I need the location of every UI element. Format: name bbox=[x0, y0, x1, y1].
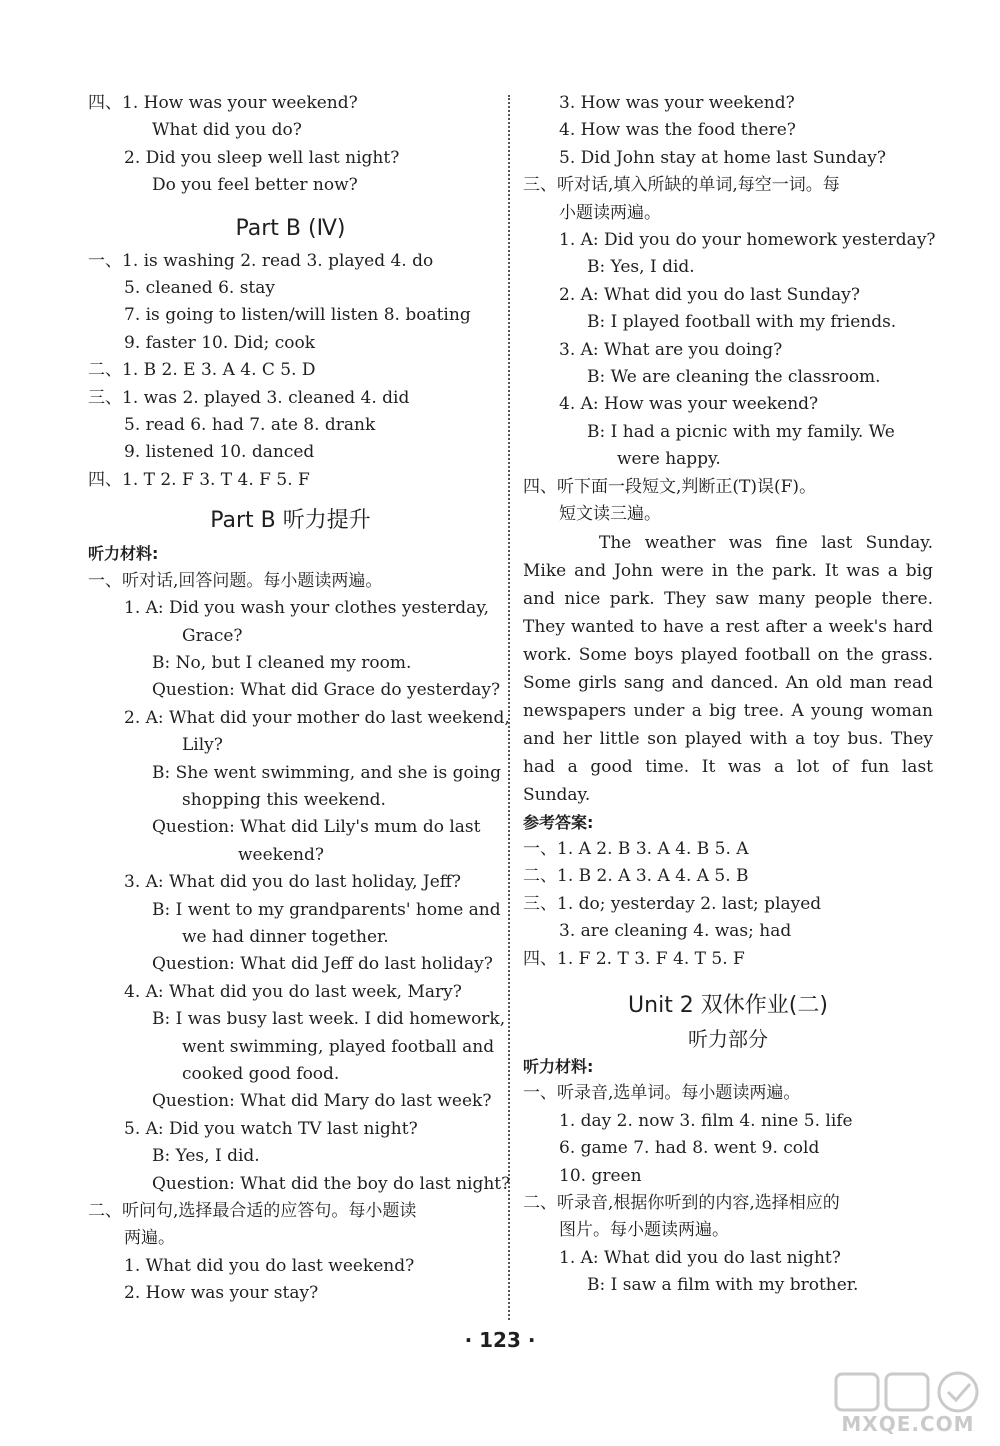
answer-line: 一、1. A 2. B 3. A 4. B 5. A bbox=[523, 838, 749, 859]
instruction: 三、听对话,填入所缺的单词,每空一词。每 bbox=[523, 175, 840, 196]
instruction: 一、听对话,回答问题。每小题读两遍。 bbox=[88, 570, 383, 591]
dialogue-line: 1. A: What did you do last night? bbox=[559, 1247, 841, 1268]
partb4-heading: Part B (Ⅳ) bbox=[235, 215, 346, 241]
dialogue-line: B: I went to my grandparents' home and bbox=[152, 899, 501, 920]
dialogue-line: B: Yes, I did. bbox=[587, 257, 695, 278]
dialogue-line: B: She went swimming, and she is going bbox=[152, 762, 501, 783]
s4-line: 四、1. How was your weekend? bbox=[88, 93, 358, 113]
instruction: 二、听录音,根据你听到的内容,选择相应的 bbox=[523, 1192, 840, 1213]
answer-line: 四、1. F 2. T 3. F 4. T 5. F bbox=[523, 948, 745, 969]
answer-line: 三、1. was 2. played 3. cleaned 4. did bbox=[88, 387, 410, 408]
answer-line: 三、1. do; yesterday 2. last; played bbox=[523, 893, 822, 914]
listening-heading: Part B 听力提升 bbox=[210, 508, 371, 534]
answer-line: 1. day 2. now 3. film 4. nine 5. life bbox=[559, 1110, 853, 1131]
dialogue-line: 4. A: What did you do last week, Mary? bbox=[124, 981, 462, 1002]
dialogue-line: were happy. bbox=[617, 449, 721, 470]
watermark-emblem-icon bbox=[828, 1368, 988, 1414]
answer-line: 7. is going to listen/will listen 8. boating bbox=[124, 305, 471, 326]
answer-line: 6. game 7. had 8. went 9. cold bbox=[559, 1138, 820, 1159]
left-column bbox=[88, 90, 511, 1308]
question-line: Question: What did Mary do last week? bbox=[152, 1091, 492, 1112]
instruction: 小题读两遍。 bbox=[559, 202, 661, 223]
question-line: 3. How was your weekend? bbox=[559, 93, 795, 113]
dialogue-line: B: I saw a film with my brother. bbox=[587, 1275, 859, 1296]
instruction: 二、听问句,选择最合适的应答句。每小题读 bbox=[88, 1201, 417, 1222]
question-line: 5. Did John stay at home last Sunday? bbox=[559, 147, 886, 168]
watermark-logo bbox=[828, 1368, 988, 1438]
answer-line: 10. green bbox=[559, 1165, 642, 1186]
dialogue-line: we had dinner together. bbox=[182, 926, 389, 947]
answer-line: 5. read 6. had 7. ate 8. drank bbox=[124, 415, 376, 436]
material-label: 听力材料: bbox=[88, 544, 159, 564]
s4-line: 2. Did you sleep well last night? bbox=[124, 147, 400, 168]
question-line: 4. How was the food there? bbox=[559, 120, 796, 141]
answer-line: 四、1. T 2. F 3. T 4. F 5. F bbox=[88, 469, 310, 490]
question-line: 1. What did you do last weekend? bbox=[124, 1255, 415, 1276]
question-line: Question: What did Jeff do last holiday? bbox=[152, 954, 493, 975]
answers-label: 参考答案: bbox=[523, 812, 594, 832]
watermark-text: MXQE.COM bbox=[841, 1412, 975, 1436]
page-number: · 123 · bbox=[464, 1328, 536, 1352]
dialogue-line: B: Yes, I did. bbox=[152, 1146, 260, 1167]
answer-line: 3. are cleaning 4. was; had bbox=[559, 921, 792, 942]
dialogue-line: B: No, but I cleaned my room. bbox=[152, 652, 412, 673]
question-line: Question: What did Grace do yesterday? bbox=[152, 680, 501, 701]
answer-line: 9. faster 10. Did; cook bbox=[124, 332, 316, 353]
dialogue-line: 3. A: What are you doing? bbox=[559, 339, 783, 360]
instruction: 四、听下面一段短文,判断正(T)误(F)。 bbox=[523, 476, 817, 497]
question-line: Question: What did Lily's mum do last bbox=[152, 817, 481, 838]
dialogue-line: Grace? bbox=[182, 625, 243, 646]
answer-line: 5. cleaned 6. stay bbox=[124, 278, 275, 299]
s4-line: What did you do? bbox=[152, 120, 302, 141]
dialogue-line: 3. A: What did you do last holiday, Jeff? bbox=[124, 872, 461, 893]
dialogue-line: 4. A: How was your weekend? bbox=[559, 394, 819, 415]
dialogue-line: Lily? bbox=[182, 735, 223, 756]
dialogue-line: B: I was busy last week. I did homework, bbox=[152, 1009, 506, 1030]
question-line: 2. How was your stay? bbox=[124, 1283, 319, 1304]
instruction: 一、听录音,选单词。每小题读两遍。 bbox=[523, 1083, 801, 1104]
answer-line: 二、1. B 2. A 3. A 4. A 5. B bbox=[523, 866, 749, 887]
unit-heading: Unit 2 双休作业(二) bbox=[628, 992, 828, 1018]
dialogue-line: 1. A: Did you do your homework yesterday? bbox=[559, 230, 936, 251]
answer-line: 二、1. B 2. E 3. A 4. C 5. D bbox=[88, 360, 316, 381]
dialogue-line: B: We are cleaning the classroom. bbox=[587, 367, 881, 388]
instruction: 图片。每小题读两遍。 bbox=[559, 1220, 729, 1241]
dialogue-line: B: I played football with my friends. bbox=[587, 312, 897, 333]
dialogue-line: 2. A: What did you do last Sunday? bbox=[559, 284, 860, 305]
material-label: 听力材料: bbox=[523, 1056, 594, 1076]
dialogue-line: cooked good food. bbox=[182, 1064, 340, 1084]
unit-subheading: 听力部分 bbox=[688, 1026, 768, 1051]
right-column bbox=[523, 90, 936, 1300]
dialogue-line: 2. A: What did your mother do last weekend, bbox=[124, 707, 510, 728]
listening-passage: The weather was fine last Sunday. Mike and John were in the park. It was a big and nice park. They saw many people there. They wanted to have a rest after a week's hard work. Some boys played football on the grass. Some girls sang and danced. An old man read newspapers under a big tree. A young woman and her little son played with a toy bus. They had a good time. It was a lot of fun last Sunday. bbox=[523, 532, 933, 805]
answer-line: 9. listened 10. danced bbox=[124, 442, 315, 463]
answer-line: 一、1. is washing 2. read 3. played 4. do bbox=[88, 250, 434, 271]
dialogue-line: shopping this weekend. bbox=[182, 789, 386, 810]
s4-line: Do you feel better now? bbox=[152, 175, 358, 196]
dialogue-line: 5. A: Did you watch TV last night? bbox=[124, 1118, 418, 1139]
dialogue-line: B: I had a picnic with my family. We bbox=[587, 421, 895, 442]
question-line: weekend? bbox=[238, 844, 324, 865]
dialogue-line: went swimming, played football and bbox=[182, 1036, 495, 1057]
instruction: 短文读三遍。 bbox=[559, 504, 661, 525]
instruction: 两遍。 bbox=[124, 1228, 175, 1249]
question-line: Question: What did the boy do last night? bbox=[152, 1173, 511, 1194]
dialogue-line: 1. A: Did you wash your clothes yesterday, bbox=[124, 598, 489, 619]
